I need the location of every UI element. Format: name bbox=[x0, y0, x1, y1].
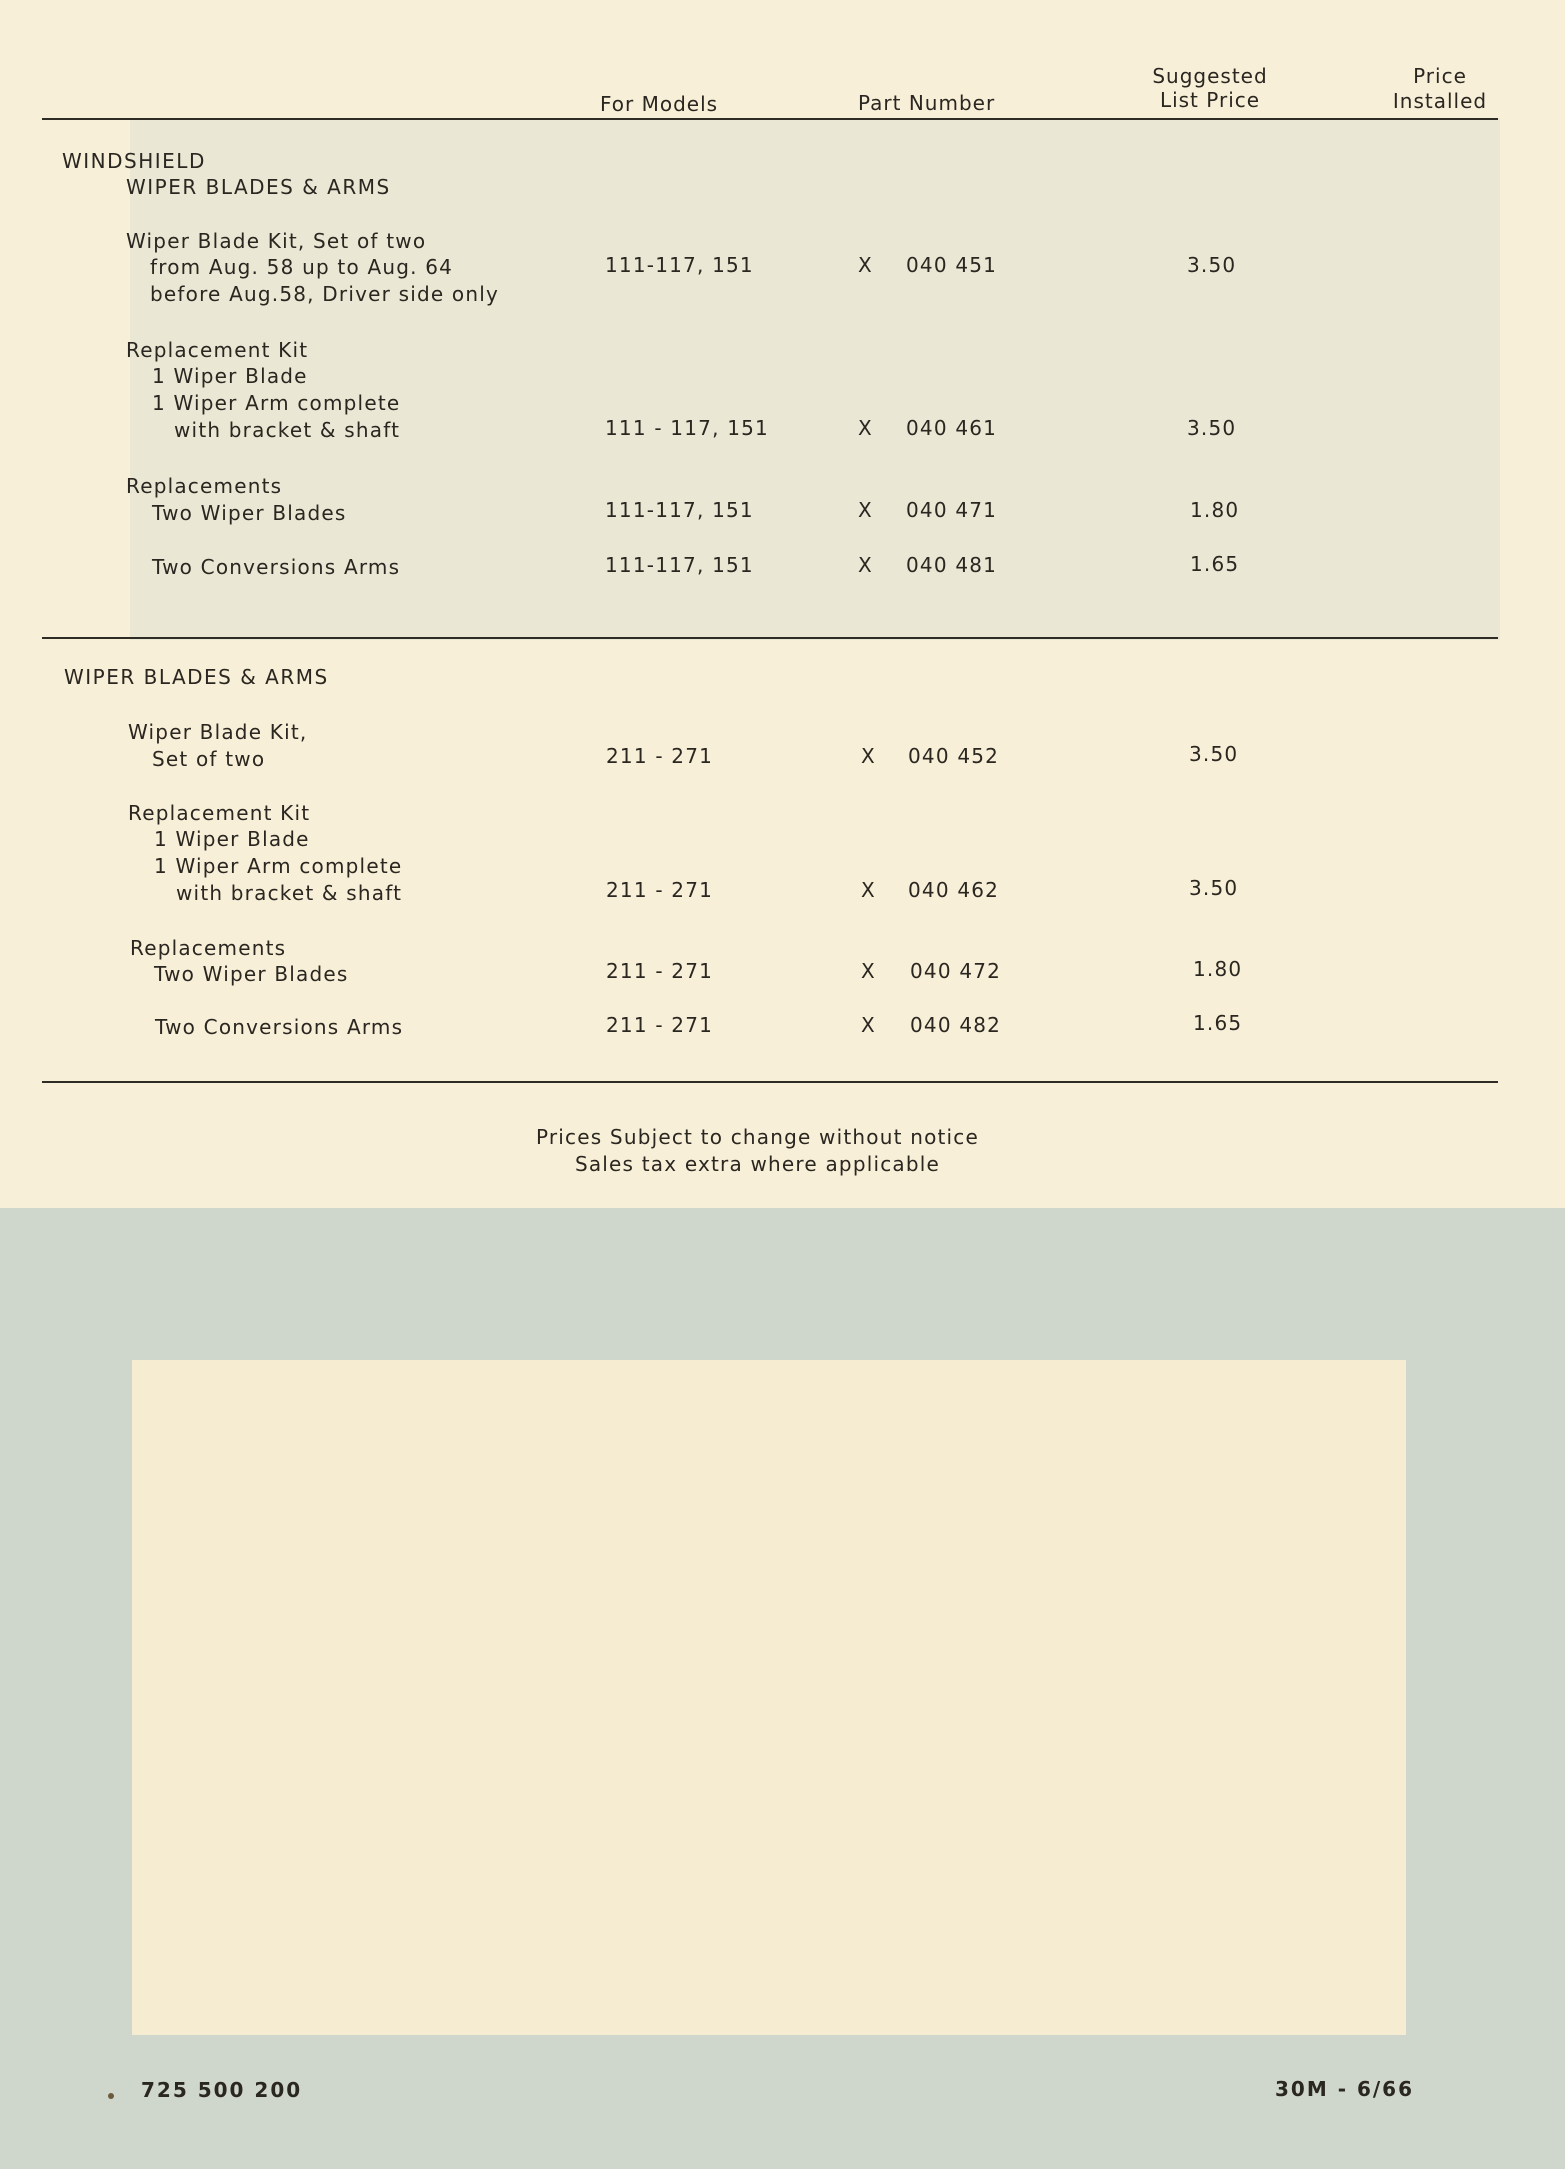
item-price: 1.80 bbox=[1193, 957, 1243, 981]
header-installed-2: Installed bbox=[1392, 89, 1488, 113]
header-rule bbox=[42, 118, 1498, 120]
tax-notice: Sales tax extra where applicable bbox=[574, 1152, 941, 1176]
item-desc: 1 Wiper Arm complete bbox=[154, 854, 403, 878]
item-price: 3.50 bbox=[1189, 876, 1239, 900]
item-x-mark: X bbox=[861, 744, 876, 768]
item-models: 111-117, 151 bbox=[605, 253, 754, 277]
header-list-price-2: List Price bbox=[1159, 88, 1261, 112]
section1-subtitle: WIPER BLADES & ARMS bbox=[126, 175, 391, 199]
header-for-models: For Models bbox=[600, 92, 719, 116]
item-part-number: 040 482 bbox=[910, 1013, 1002, 1037]
item-desc: Two Conversions Arms bbox=[152, 555, 401, 579]
item-desc: Replacements bbox=[130, 936, 287, 960]
item-models: 111-117, 151 bbox=[605, 553, 754, 577]
item-desc: Set of two bbox=[152, 747, 266, 771]
section-divider bbox=[42, 637, 1498, 639]
item-part-number: 040 462 bbox=[908, 878, 1000, 902]
item-part-number: 040 472 bbox=[910, 959, 1002, 983]
item-part-number: 040 471 bbox=[906, 498, 998, 522]
item-desc: Wiper Blade Kit, Set of two bbox=[126, 229, 427, 253]
item-x-mark: X bbox=[861, 959, 876, 983]
item-x-mark: X bbox=[858, 498, 873, 522]
item-price: 3.50 bbox=[1187, 416, 1237, 440]
item-models: 111 - 117, 151 bbox=[605, 416, 769, 440]
header-part-number: Part Number bbox=[858, 91, 996, 115]
section1-title: WINDSHIELD bbox=[62, 149, 206, 173]
header-installed-1: Price bbox=[1413, 64, 1467, 88]
header-list-price-1: Suggested bbox=[1152, 64, 1268, 88]
item-models: 211 - 271 bbox=[606, 959, 714, 983]
bottom-rule bbox=[42, 1081, 1498, 1083]
item-desc: Two Wiper Blades bbox=[152, 501, 347, 525]
item-desc: with bracket & shaft bbox=[176, 881, 403, 905]
item-desc: 1 Wiper Blade bbox=[152, 364, 308, 388]
item-desc: Replacement Kit bbox=[126, 338, 309, 362]
item-x-mark: X bbox=[861, 1013, 876, 1037]
section2-title: WIPER BLADES & ARMS bbox=[64, 665, 329, 689]
item-desc: Two Wiper Blades bbox=[154, 962, 349, 986]
item-price: 3.50 bbox=[1189, 742, 1239, 766]
item-desc: Replacements bbox=[126, 474, 283, 498]
item-price: 3.50 bbox=[1187, 253, 1237, 277]
item-x-mark: X bbox=[858, 416, 873, 440]
item-desc: Replacement Kit bbox=[128, 801, 311, 825]
item-price: 1.65 bbox=[1193, 1011, 1243, 1035]
print-code: 30M - 6/66 bbox=[1275, 2077, 1415, 2101]
item-models: 211 - 271 bbox=[606, 1013, 714, 1037]
item-desc: with bracket & shaft bbox=[174, 418, 401, 442]
item-x-mark: X bbox=[858, 253, 873, 277]
catalog-number: 725 500 200 bbox=[141, 2078, 303, 2102]
address-window bbox=[132, 1360, 1406, 2035]
item-models: 111-117, 151 bbox=[605, 498, 754, 522]
item-part-number: 040 461 bbox=[906, 416, 998, 440]
item-desc: 1 Wiper Arm complete bbox=[152, 391, 401, 415]
speck bbox=[108, 2093, 114, 2099]
item-desc: from Aug. 58 up to Aug. 64 bbox=[150, 255, 454, 279]
item-desc: Two Conversions Arms bbox=[155, 1015, 404, 1039]
item-desc: 1 Wiper Blade bbox=[154, 827, 310, 851]
item-models: 211 - 271 bbox=[606, 744, 714, 768]
item-price: 1.65 bbox=[1190, 552, 1240, 576]
item-x-mark: X bbox=[858, 553, 873, 577]
item-part-number: 040 452 bbox=[908, 744, 1000, 768]
item-part-number: 040 481 bbox=[906, 553, 998, 577]
item-price: 1.80 bbox=[1190, 498, 1240, 522]
item-desc: before Aug.58, Driver side only bbox=[150, 282, 500, 306]
price-notice: Prices Subject to change without notice bbox=[535, 1125, 980, 1149]
item-part-number: 040 451 bbox=[906, 253, 998, 277]
item-x-mark: X bbox=[861, 878, 876, 902]
item-models: 211 - 271 bbox=[606, 878, 714, 902]
item-desc: Wiper Blade Kit, bbox=[128, 720, 308, 744]
